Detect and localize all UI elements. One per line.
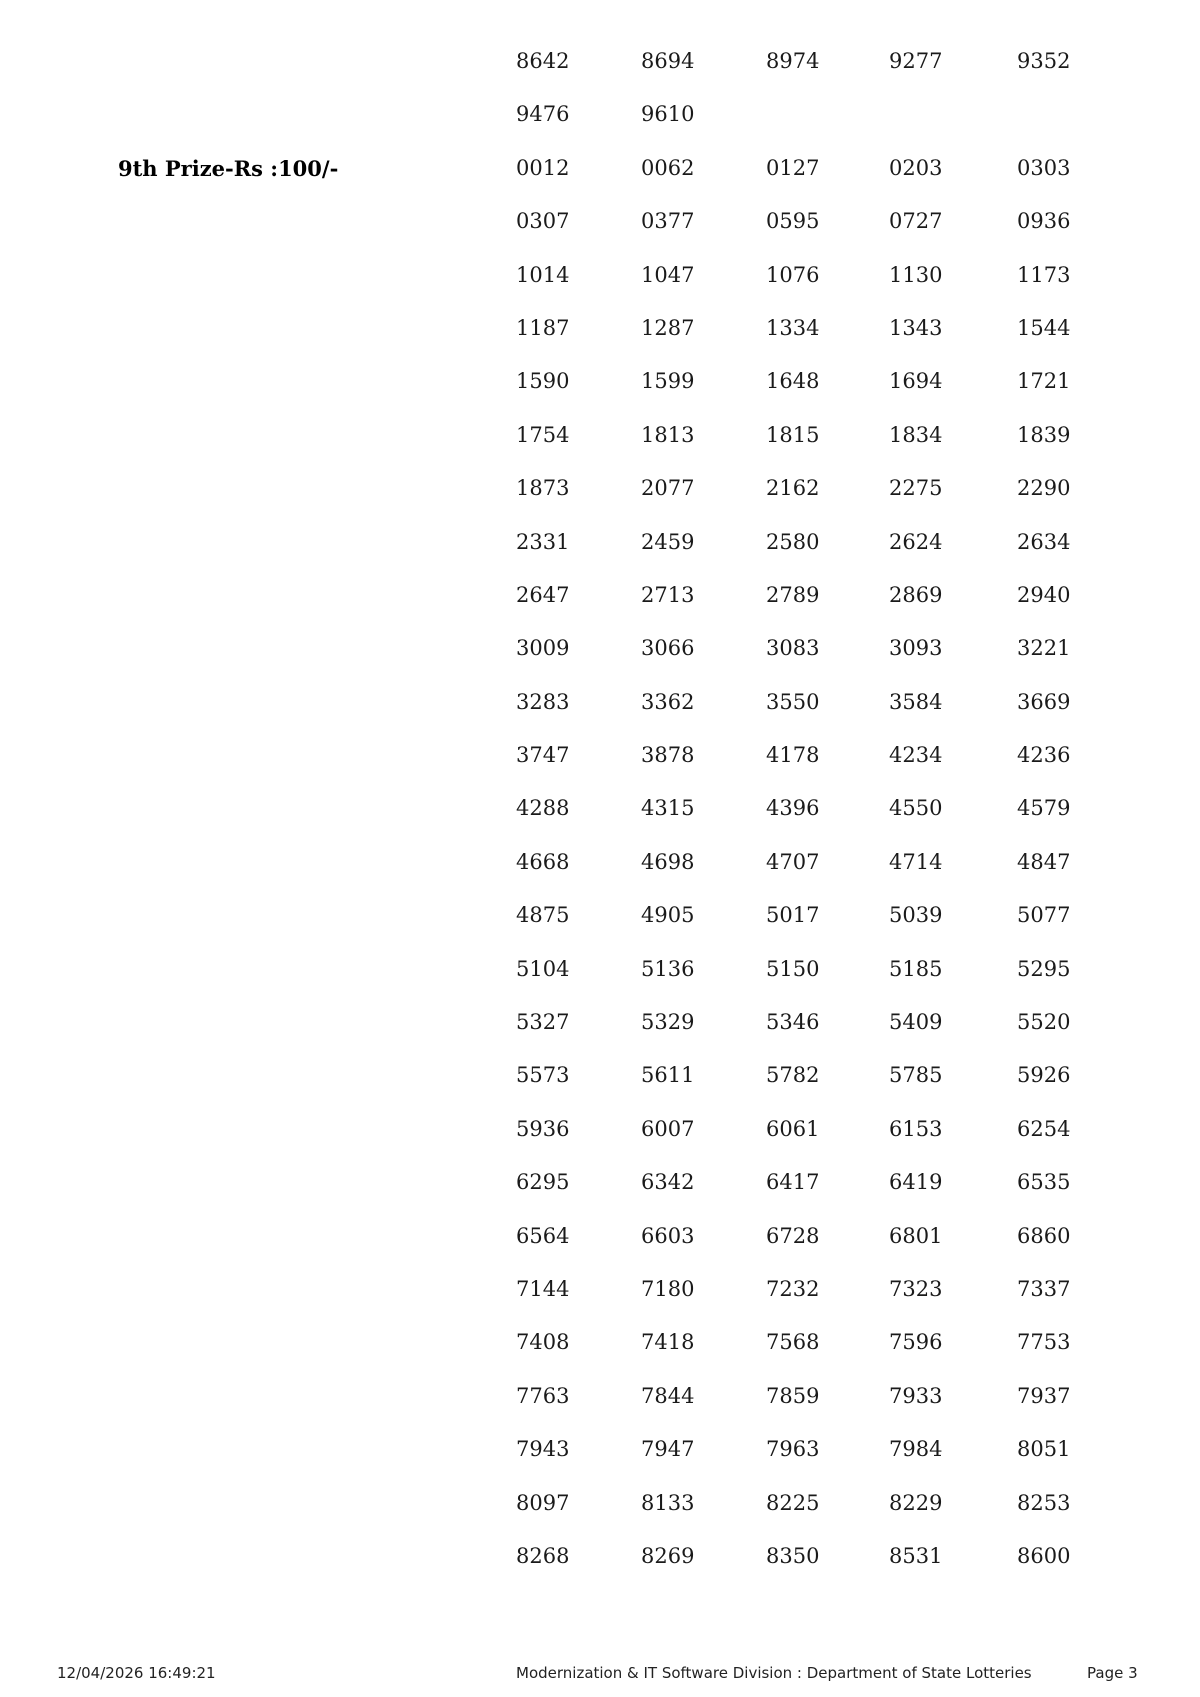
ticket-number: 1873 xyxy=(516,476,570,501)
ticket-number: 5573 xyxy=(516,1063,570,1088)
ticket-number: 1721 xyxy=(1017,369,1071,394)
print-timestamp: 12/04/2026 16:49:21 xyxy=(57,1664,216,1682)
ticket-number: 6153 xyxy=(889,1116,943,1141)
ticket-number: 5936 xyxy=(516,1116,570,1141)
ticket-number: 8229 xyxy=(889,1490,943,1515)
ticket-number: 0377 xyxy=(641,209,695,234)
ticket-number: 6061 xyxy=(766,1116,820,1141)
page-number: Page 3 xyxy=(1087,1664,1138,1682)
number-row xyxy=(0,996,1200,1049)
ticket-number: 0203 xyxy=(889,155,943,180)
ticket-number: 0127 xyxy=(766,155,820,180)
number-row xyxy=(0,302,1200,355)
ticket-number: 8642 xyxy=(516,49,570,73)
prize-heading: 9th Prize-Rs :100/- xyxy=(118,155,339,181)
ticket-number: 6419 xyxy=(889,1170,943,1195)
ticket-number: 4236 xyxy=(1017,743,1071,768)
number-row xyxy=(0,462,1200,515)
number-row xyxy=(0,569,1200,622)
ticket-number: 1130 xyxy=(889,262,943,287)
ticket-number: 1599 xyxy=(641,369,695,394)
ticket-number: 6417 xyxy=(766,1170,820,1195)
ticket-number: 6342 xyxy=(641,1170,695,1195)
number-row xyxy=(0,249,1200,302)
ticket-number: 2869 xyxy=(889,582,943,607)
number-row xyxy=(0,1210,1200,1263)
ticket-number: 1173 xyxy=(1017,262,1071,287)
ticket-number: 1813 xyxy=(641,422,695,447)
ticket-number: 0012 xyxy=(516,155,570,180)
number-row xyxy=(0,1370,1200,1423)
ticket-number: 7180 xyxy=(641,1276,695,1301)
number-row xyxy=(0,516,1200,569)
ticket-number: 7596 xyxy=(889,1330,943,1355)
ticket-number: 4707 xyxy=(766,849,820,874)
ticket-number: 6860 xyxy=(1017,1223,1071,1248)
ticket-number: 1648 xyxy=(766,369,820,394)
number-row xyxy=(0,622,1200,675)
ticket-number: 8133 xyxy=(641,1490,695,1515)
ticket-number: 4234 xyxy=(889,743,943,768)
ticket-number: 6564 xyxy=(516,1223,570,1248)
ticket-number: 9476 xyxy=(516,102,570,127)
ticket-number: 8694 xyxy=(641,49,695,73)
ticket-number: 6535 xyxy=(1017,1170,1071,1195)
number-row xyxy=(0,782,1200,835)
number-row xyxy=(0,1423,1200,1476)
ticket-number: 9277 xyxy=(889,49,943,73)
ticket-number: 0303 xyxy=(1017,155,1071,180)
ticket-number: 3669 xyxy=(1017,689,1071,714)
ticket-number: 3009 xyxy=(516,636,570,661)
ticket-number: 5185 xyxy=(889,956,943,981)
ticket-number: 5017 xyxy=(766,903,820,928)
ticket-number: 3221 xyxy=(1017,636,1071,661)
ticket-number: 1287 xyxy=(641,315,695,340)
ticket-number: 7943 xyxy=(516,1437,570,1462)
ticket-number: 4550 xyxy=(889,796,943,821)
ticket-number: 6603 xyxy=(641,1223,695,1248)
ticket-number: 4178 xyxy=(766,743,820,768)
ticket-number: 8051 xyxy=(1017,1437,1071,1462)
number-row xyxy=(0,676,1200,729)
ticket-number: 3362 xyxy=(641,689,695,714)
number-row xyxy=(0,1049,1200,1102)
ticket-number: 7859 xyxy=(766,1383,820,1408)
number-row xyxy=(0,142,1200,195)
ticket-number: 8974 xyxy=(766,49,820,73)
ticket-number: 4396 xyxy=(766,796,820,821)
number-row xyxy=(0,836,1200,889)
ticket-number: 1334 xyxy=(766,315,820,340)
ticket-number: 3093 xyxy=(889,636,943,661)
ticket-number: 5782 xyxy=(766,1063,820,1088)
ticket-number: 5926 xyxy=(1017,1063,1071,1088)
ticket-number: 7933 xyxy=(889,1383,943,1408)
ticket-number: 1815 xyxy=(766,422,820,447)
number-row xyxy=(0,729,1200,782)
ticket-number: 1834 xyxy=(889,422,943,447)
ticket-number: 8600 xyxy=(1017,1543,1071,1568)
ticket-number: 8269 xyxy=(641,1543,695,1568)
ticket-number: 4315 xyxy=(641,796,695,821)
ticket-number: 1047 xyxy=(641,262,695,287)
ticket-number: 5104 xyxy=(516,956,570,981)
ticket-number: 5039 xyxy=(889,903,943,928)
ticket-number: 7418 xyxy=(641,1330,695,1355)
ticket-number: 8097 xyxy=(516,1490,570,1515)
ticket-number: 2077 xyxy=(641,476,695,501)
ticket-number: 4698 xyxy=(641,849,695,874)
ticket-number: 4714 xyxy=(889,849,943,874)
ticket-number: 6295 xyxy=(516,1170,570,1195)
ticket-number: 7144 xyxy=(516,1276,570,1301)
ticket-number: 7568 xyxy=(766,1330,820,1355)
ticket-number: 2940 xyxy=(1017,582,1071,607)
number-row xyxy=(0,889,1200,942)
ticket-number: 7323 xyxy=(889,1276,943,1301)
ticket-number: 5077 xyxy=(1017,903,1071,928)
ticket-number: 2580 xyxy=(766,529,820,554)
number-row xyxy=(0,195,1200,248)
ticket-number: 0936 xyxy=(1017,209,1071,234)
ticket-number: 1076 xyxy=(766,262,820,287)
ticket-number: 6007 xyxy=(641,1116,695,1141)
ticket-number: 1839 xyxy=(1017,422,1071,447)
ticket-number: 5346 xyxy=(766,1010,820,1035)
ticket-number: 5329 xyxy=(641,1010,695,1035)
ticket-number: 5785 xyxy=(889,1063,943,1088)
ticket-number: 3584 xyxy=(889,689,943,714)
ticket-number: 7937 xyxy=(1017,1383,1071,1408)
ticket-number: 4847 xyxy=(1017,849,1071,874)
ticket-number: 5611 xyxy=(641,1063,695,1088)
ticket-number: 5327 xyxy=(516,1010,570,1035)
ticket-number: 6254 xyxy=(1017,1116,1071,1141)
ticket-number: 7408 xyxy=(516,1330,570,1355)
ticket-number: 4875 xyxy=(516,903,570,928)
number-row xyxy=(0,409,1200,462)
results-grid xyxy=(0,35,1200,1583)
page-footer xyxy=(0,1664,1200,1688)
ticket-number: 3066 xyxy=(641,636,695,661)
ticket-number: 2290 xyxy=(1017,476,1071,501)
ticket-number: 2647 xyxy=(516,582,570,607)
ticket-number: 2331 xyxy=(516,529,570,554)
ticket-number: 2459 xyxy=(641,529,695,554)
number-row xyxy=(0,355,1200,408)
ticket-number: 1694 xyxy=(889,369,943,394)
ticket-number: 5295 xyxy=(1017,956,1071,981)
ticket-number: 1014 xyxy=(516,262,570,287)
number-row xyxy=(0,1156,1200,1209)
ninth-prize-section xyxy=(0,142,1200,1584)
ticket-number: 2789 xyxy=(766,582,820,607)
number-row xyxy=(0,1316,1200,1369)
ticket-number: 5136 xyxy=(641,956,695,981)
ticket-number: 7232 xyxy=(766,1276,820,1301)
ticket-number: 7844 xyxy=(641,1383,695,1408)
ticket-number: 9610 xyxy=(641,102,695,127)
number-row xyxy=(0,1103,1200,1156)
division-credit: Modernization & IT Software Division : Department of State Lotteries xyxy=(516,1664,1032,1682)
ticket-number: 9352 xyxy=(1017,49,1071,73)
ticket-number: 7984 xyxy=(889,1437,943,1462)
number-row xyxy=(0,35,1200,88)
ticket-number: 8531 xyxy=(889,1543,943,1568)
ticket-number: 0062 xyxy=(641,155,695,180)
ticket-number: 5409 xyxy=(889,1010,943,1035)
ticket-number: 8225 xyxy=(766,1490,820,1515)
ticket-number: 1544 xyxy=(1017,315,1071,340)
number-row xyxy=(0,1530,1200,1583)
ticket-number: 2624 xyxy=(889,529,943,554)
ticket-number: 6728 xyxy=(766,1223,820,1248)
ticket-number: 1343 xyxy=(889,315,943,340)
ticket-number: 8350 xyxy=(766,1543,820,1568)
ticket-number: 7763 xyxy=(516,1383,570,1408)
ticket-number: 3083 xyxy=(766,636,820,661)
ticket-number: 6801 xyxy=(889,1223,943,1248)
ticket-number: 4905 xyxy=(641,903,695,928)
ticket-number: 8268 xyxy=(516,1543,570,1568)
ticket-number: 1754 xyxy=(516,422,570,447)
ticket-number: 3878 xyxy=(641,743,695,768)
ticket-number: 4579 xyxy=(1017,796,1071,821)
ticket-number: 4668 xyxy=(516,849,570,874)
ticket-number: 3283 xyxy=(516,689,570,714)
ticket-number: 4288 xyxy=(516,796,570,821)
ticket-number: 7963 xyxy=(766,1437,820,1462)
ticket-number: 5520 xyxy=(1017,1010,1071,1035)
number-row xyxy=(0,88,1200,141)
ticket-number: 1590 xyxy=(516,369,570,394)
ticket-number: 1187 xyxy=(516,315,570,340)
ticket-number: 0307 xyxy=(516,209,570,234)
ticket-number: 5150 xyxy=(766,956,820,981)
ticket-number: 2275 xyxy=(889,476,943,501)
ticket-number: 3550 xyxy=(766,689,820,714)
ticket-number: 3747 xyxy=(516,743,570,768)
ticket-number: 7753 xyxy=(1017,1330,1071,1355)
number-row xyxy=(0,1477,1200,1530)
ticket-number: 2713 xyxy=(641,582,695,607)
ticket-number: 0727 xyxy=(889,209,943,234)
number-row xyxy=(0,943,1200,996)
ticket-number: 7337 xyxy=(1017,1276,1071,1301)
ticket-number: 8253 xyxy=(1017,1490,1071,1515)
ticket-number: 2162 xyxy=(766,476,820,501)
ticket-number: 7947 xyxy=(641,1437,695,1462)
number-row xyxy=(0,1263,1200,1316)
ticket-number: 2634 xyxy=(1017,529,1071,554)
ticket-number: 0595 xyxy=(766,209,820,234)
